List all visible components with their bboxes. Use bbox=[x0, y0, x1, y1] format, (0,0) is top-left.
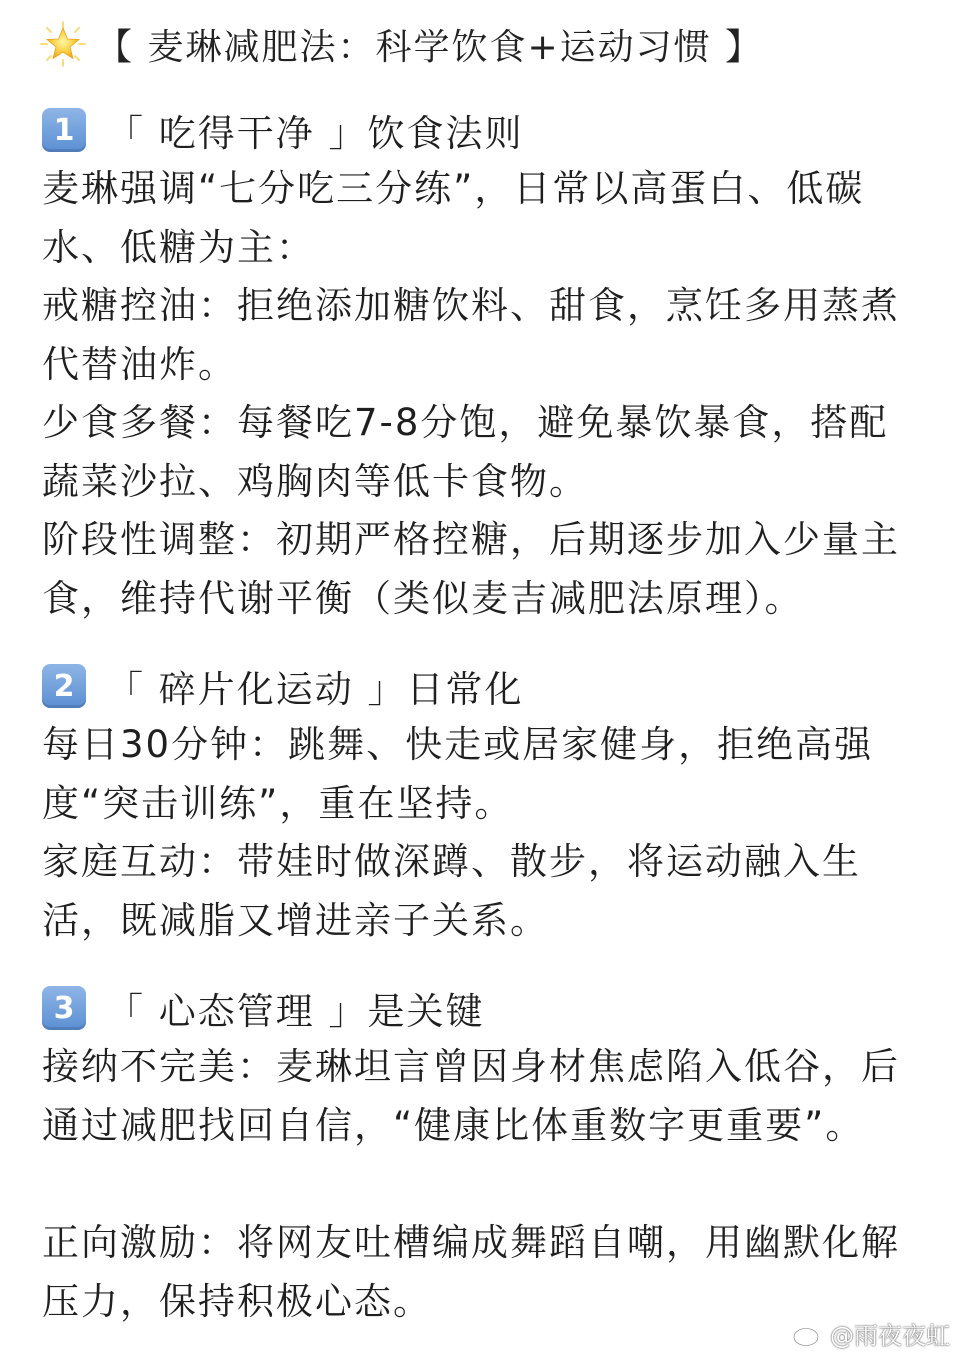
post-title: 【 麦琳减肥法：科学饮食+运动习惯 】 bbox=[96, 26, 764, 68]
star-icon bbox=[40, 21, 86, 67]
section-3-title: 「 心态管理 」是关键 bbox=[106, 990, 485, 1033]
number-badge-3: 3 bbox=[42, 986, 86, 1030]
post-header bbox=[40, 14, 763, 74]
section-1-paragraph-1: 麦琳强调“七分吃三分练”，日常以高蛋白、低碳水、低糖为主： bbox=[42, 167, 865, 269]
number-badge-2: 2 bbox=[42, 664, 86, 708]
section-2-heading bbox=[42, 658, 524, 714]
watermark-text: @雨夜夜虹 bbox=[830, 1322, 950, 1350]
section-3-heading bbox=[42, 980, 485, 1036]
section-2-title: 「 碎片化运动 」日常化 bbox=[106, 668, 524, 711]
section-1-paragraph-3: 少食多餐：每餐吃7-8分饱，避免暴饮暴食，搭配蔬菜沙拉、鸡胸肉等低卡食物。 bbox=[42, 401, 889, 503]
section-1-paragraph-4: 阶段性调整：初期严格控糖，后期逐步加入少量主食，维持代谢平衡（类似麦吉减肥法原理）。 bbox=[42, 518, 900, 620]
section-3-paragraph-1: 接纳不完美：麦琳坦言曾因身材焦虑陷入低谷，后通过减肥找回自信，“健康比体重数字更重要”。 bbox=[42, 1045, 900, 1147]
section-1-title: 「 吃得干净 」饮食法则 bbox=[106, 112, 524, 155]
section-2-paragraph-2: 家庭互动：带娃时做深蹲、散步，将运动融入生活，既减脂又增进亲子关系。 bbox=[42, 840, 861, 942]
section-1-paragraph-2: 戒糖控油：拒绝添加糖饮料、甜食，烹饪多用蒸煮代替油炸。 bbox=[42, 284, 900, 386]
section-2-paragraph-1: 每日30分钟：跳舞、快走或居家健身，拒绝高强度“突击训练”，重在坚持。 bbox=[42, 723, 874, 825]
weibo-icon bbox=[792, 1320, 826, 1348]
section-3-paragraph-2: 正向激励：将网友吐槽编成舞蹈自嘲，用幽默化解压力，保持积极心态。 bbox=[42, 1221, 900, 1323]
number-badge-1: 1 bbox=[42, 108, 86, 152]
weibo-watermark bbox=[792, 1316, 950, 1351]
section-1-heading bbox=[42, 102, 524, 158]
